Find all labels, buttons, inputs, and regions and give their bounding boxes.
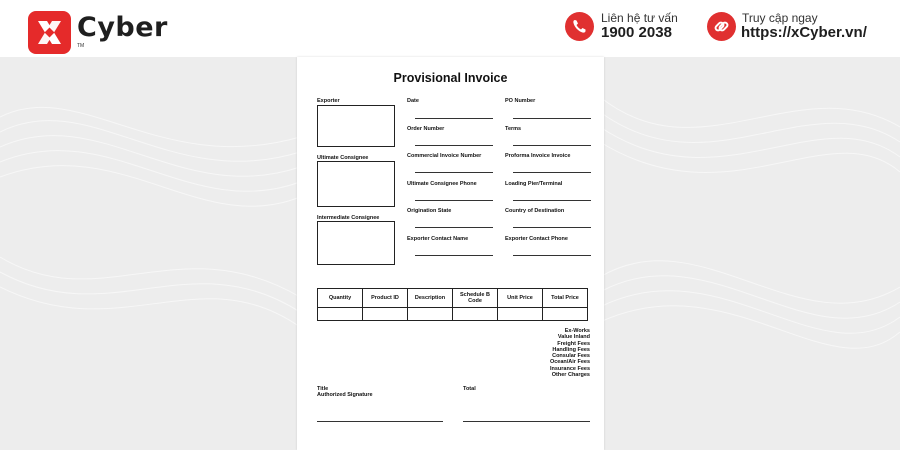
- proforma-invoice-field[interactable]: [513, 172, 591, 173]
- order-number-label: Order Number: [407, 126, 445, 132]
- charge-item: Freight Fees: [557, 340, 590, 347]
- x-logo-icon: [28, 11, 71, 54]
- hotline-number[interactable]: 1900 2038: [601, 24, 672, 41]
- product-id-header: Product ID: [363, 289, 408, 308]
- brand-trademark: TM: [77, 43, 85, 49]
- charge-item: Consular Fees: [552, 353, 590, 360]
- terms-label: Terms: [505, 126, 522, 132]
- commercial-invoice-number-field[interactable]: [415, 172, 493, 173]
- ultimate-consignee-label: Ultimate Consignee: [317, 155, 369, 161]
- order-number-field[interactable]: [415, 145, 493, 146]
- description-header: Description: [408, 289, 453, 308]
- commercial-invoice-number-label: Commercial Invoice Number: [407, 153, 482, 159]
- proforma-invoice-label: Proforma Invoice Invoice: [505, 153, 571, 159]
- po-number-label: PO Number: [505, 98, 536, 104]
- terms-field[interactable]: [513, 145, 591, 146]
- quantity-cell[interactable]: [318, 308, 363, 321]
- schedule-b-code-header: Schedule B Code: [453, 289, 498, 308]
- ultimate-consignee-phone-field[interactable]: [415, 200, 493, 201]
- exporter-contact-name-label: Exporter Contact Name: [407, 236, 469, 242]
- quantity-header: Quantity: [318, 289, 363, 308]
- charges-list: [550, 328, 590, 378]
- product-id-cell[interactable]: [363, 308, 408, 321]
- invoice-paper: [297, 57, 604, 450]
- charge-item: Value Inland: [557, 334, 590, 341]
- loading-pier-label: Loading Pier/Terminal: [505, 181, 563, 187]
- intermediate-consignee-box[interactable]: [317, 221, 395, 265]
- exporter-contact-phone-label: Exporter Contact Phone: [505, 236, 568, 242]
- brand-name[interactable]: Cyber: [77, 12, 168, 43]
- intermediate-consignee-label: Intermediate Consignee: [317, 215, 380, 221]
- total-line[interactable]: [463, 421, 590, 422]
- loading-pier-field[interactable]: [513, 200, 591, 201]
- exporter-label: Exporter: [317, 98, 340, 104]
- origination-state-field[interactable]: [415, 227, 493, 228]
- phone-icon: [565, 12, 594, 41]
- country-of-destination-field[interactable]: [513, 227, 591, 228]
- total-label: Total: [463, 386, 476, 392]
- ultimate-consignee-box[interactable]: [317, 161, 395, 207]
- line-items-table: [317, 288, 588, 321]
- country-of-destination-label: Country of Destination: [505, 208, 565, 214]
- description-cell[interactable]: [408, 308, 453, 321]
- total-price-cell[interactable]: [543, 308, 588, 321]
- document-title: Provisional Invoice: [393, 71, 508, 85]
- exporter-box[interactable]: [317, 105, 395, 147]
- origination-state-label: Origination State: [407, 208, 452, 214]
- exporter-contact-phone-field[interactable]: [513, 255, 591, 256]
- ultimate-consignee-phone-label: Ultimate Consignee Phone: [407, 181, 477, 187]
- date-label: Date: [407, 98, 419, 104]
- unit-price-cell[interactable]: [498, 308, 543, 321]
- table-row: [318, 308, 588, 321]
- charge-item: Ex-Works: [564, 328, 590, 334]
- table-header-row: [318, 289, 588, 308]
- charge-item: Other Charges: [551, 372, 590, 379]
- signature-line[interactable]: [317, 421, 443, 422]
- website-label: Truy cập ngay: [742, 11, 818, 25]
- hotline-label: Liên hệ tư vấn: [601, 11, 678, 25]
- date-field[interactable]: [415, 118, 493, 119]
- charge-item: Handling Fees: [552, 346, 590, 353]
- charge-item: Insurance Fees: [549, 365, 590, 372]
- header-bar: [0, 0, 900, 57]
- total-price-header: Total Price: [543, 289, 588, 308]
- schedule-b-code-cell[interactable]: [453, 308, 498, 321]
- exporter-contact-name-field[interactable]: [415, 255, 493, 256]
- website-link[interactable]: https://xCyber.vn/: [741, 24, 867, 41]
- charge-item: Ocean/Air Fees: [549, 359, 590, 366]
- po-number-field[interactable]: [513, 118, 591, 119]
- authorized-signature-label: Authorized Signature: [317, 392, 373, 398]
- link-icon: [707, 12, 736, 41]
- logo-mark[interactable]: [28, 11, 71, 54]
- unit-price-header: Unit Price: [498, 289, 543, 308]
- title-label: Title: [317, 386, 329, 392]
